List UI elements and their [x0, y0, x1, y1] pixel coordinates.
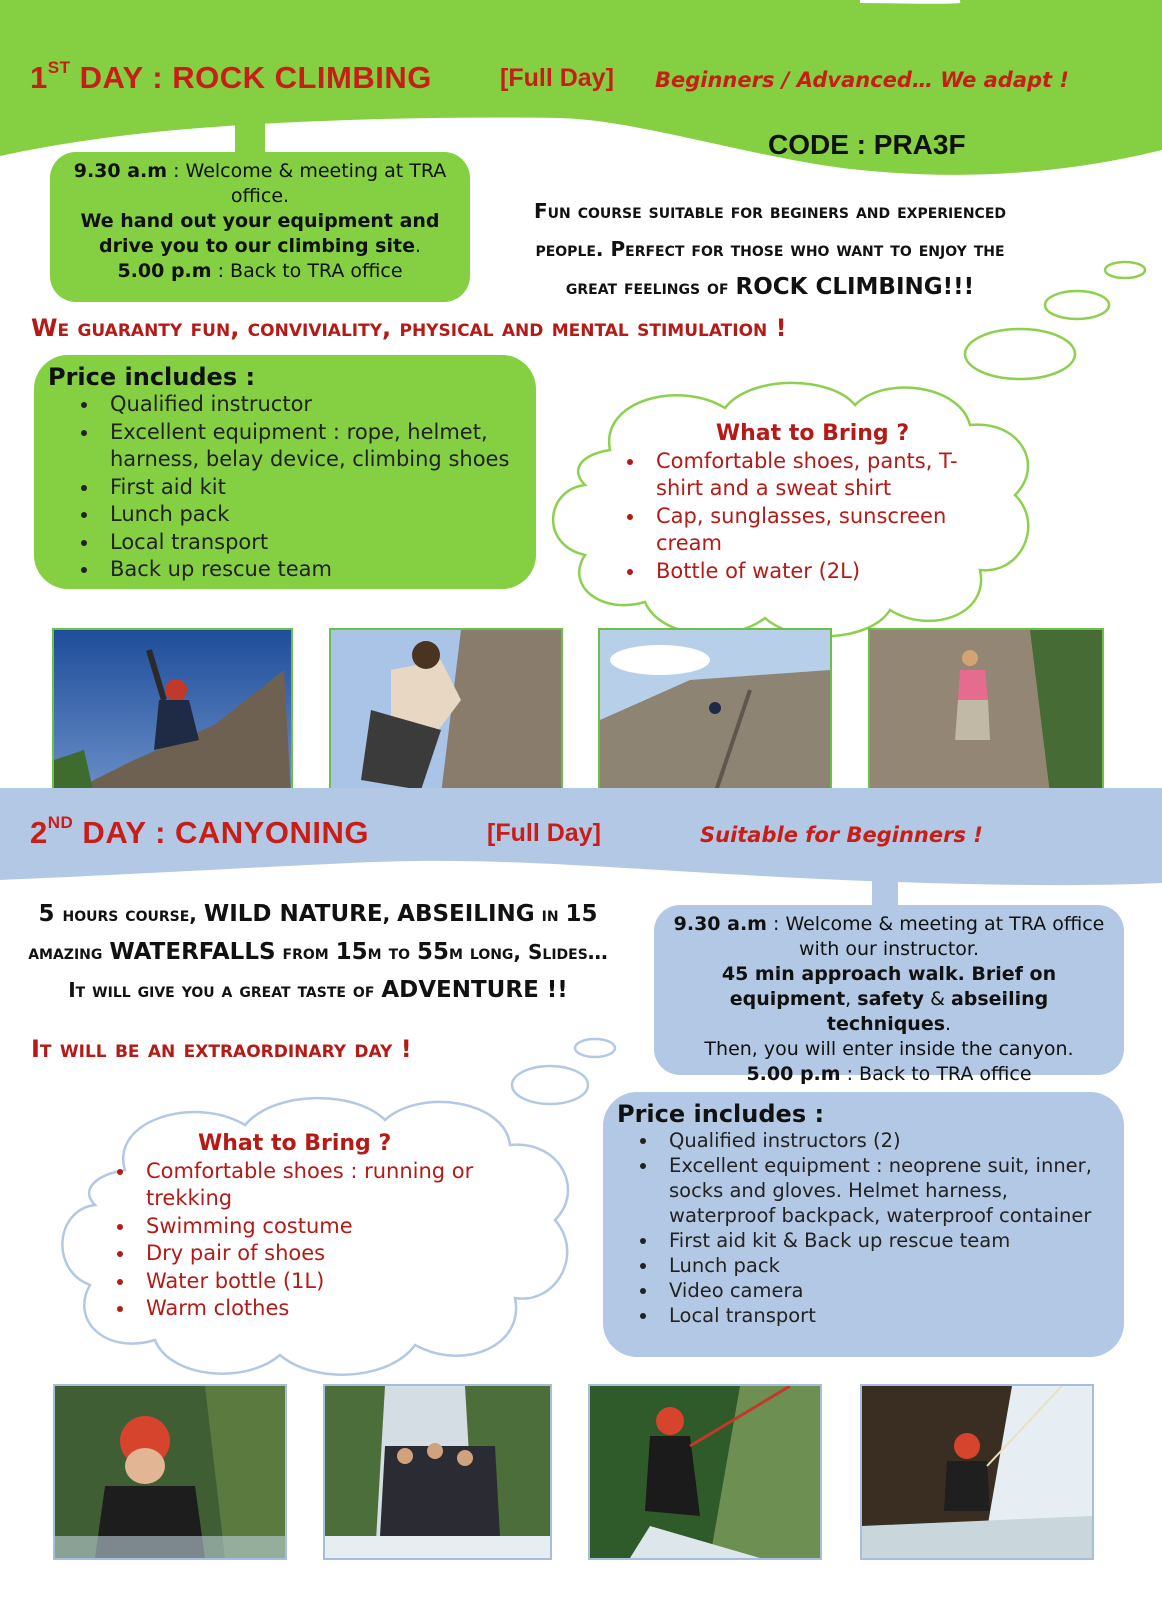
- list-item: • Lunch pack: [100, 501, 524, 529]
- canyoning-photo-4: [860, 1384, 1094, 1560]
- day2-bring-content: [110, 1130, 480, 1323]
- list-item: • Back up rescue team: [100, 556, 524, 584]
- day1-price-box: [34, 355, 536, 589]
- day1-code: CODE : PRA3F: [768, 129, 966, 160]
- list-item: • Dry pair of shoes: [136, 1240, 480, 1268]
- day1-title: 1ST DAY : ROCK CLIMBING: [30, 57, 432, 95]
- climbing-photo-1: [52, 628, 293, 796]
- list-item: • Qualified instructor: [100, 391, 524, 419]
- day1-bring-content: [620, 420, 995, 585]
- list-item: • Warm clothes: [136, 1295, 480, 1323]
- list-item: • Lunch pack: [659, 1253, 1110, 1278]
- day1-bring-title: What to Bring ?: [715, 421, 910, 446]
- canyoning-photo-3: [588, 1384, 822, 1560]
- list-item: • First aid kit & Back up rescue team: [659, 1228, 1110, 1253]
- day2-audience: Suitable for Beginners !: [700, 823, 983, 847]
- day1-price-list: [48, 391, 524, 584]
- day2-extraordinary: It will be an extraordinary day !: [31, 1035, 412, 1063]
- day2-price-box: [603, 1092, 1124, 1357]
- day2-title: 2ND DAY : CANYONING: [30, 812, 369, 850]
- list-item: • Cap, sunglasses, sunscreen cream: [646, 503, 995, 558]
- climbing-photo-2: [329, 628, 563, 796]
- climbing-photo-4: [868, 628, 1104, 796]
- list-item: • Local transport: [100, 529, 524, 557]
- day2-price-list: [617, 1128, 1110, 1328]
- day2-bring-title: What to Bring ?: [198, 1131, 392, 1156]
- list-item: • Video camera: [659, 1278, 1110, 1303]
- day1-guarantee: We guaranty fun, conviviality, physical and mental stimulation !: [31, 314, 787, 342]
- list-item: • Water bottle (1L): [136, 1268, 480, 1296]
- list-item: • Qualified instructors (2): [659, 1128, 1110, 1153]
- list-item: • First aid kit: [100, 474, 524, 502]
- day1-price-title: Price includes :: [48, 363, 256, 391]
- day2-price-title: Price includes :: [617, 1100, 825, 1128]
- canyoning-photo-1: [53, 1384, 287, 1560]
- list-item: • Excellent equipment : rope, helmet, harness, belay device, climbing shoes: [100, 419, 524, 474]
- canyoning-photo-2: [323, 1384, 552, 1560]
- day2-schedule-box: 9.30 a.m : Welcome & meeting at TRA office with our instructor. 45 min approach walk. Brief on equipment, safety & abseiling techniques. Then, you will enter inside the canyon. 5.00 p.m : Back to TRA office: [654, 905, 1124, 1075]
- list-item: • Swimming costume: [136, 1213, 480, 1241]
- list-item: • Local transport: [659, 1303, 1110, 1328]
- list-item: • Comfortable shoes, pants, T-shirt and a sweat shirt: [646, 448, 995, 503]
- list-item: • Bottle of water (2L): [646, 558, 995, 586]
- list-item: • Excellent equipment : neoprene suit, inner, socks and gloves. Helmet harness, waterproof backpack, waterproof container: [659, 1153, 1110, 1228]
- day1-description: Fun course suitable for beginers and experienced people. Perfect for those who want to enjoy the great feelings of ROCK CLIMBING!!!: [533, 199, 1006, 300]
- day1-full-day: [Full Day]: [500, 64, 614, 92]
- day1-thought-bubbles: [960, 255, 1162, 385]
- day1-audience: Beginners / Advanced… We adapt !: [655, 68, 1069, 92]
- list-item: • Comfortable shoes : running or trekking: [136, 1158, 480, 1213]
- day2-description: 5 hours course, WILD NATURE, ABSEILING in 15 amazing WATERFALLS from 15m to 55m long, Slides… It will give you a great taste of ADVENTURE !!: [28, 901, 608, 1003]
- day1-schedule-box: 9.30 a.m : Welcome & meeting at TRA office. We hand out your equipment and drive you to our climbing site. 5.00 p.m : Back to TRA office: [50, 152, 470, 302]
- climbing-photo-3: [598, 628, 832, 796]
- day2-full-day: [Full Day]: [487, 819, 601, 847]
